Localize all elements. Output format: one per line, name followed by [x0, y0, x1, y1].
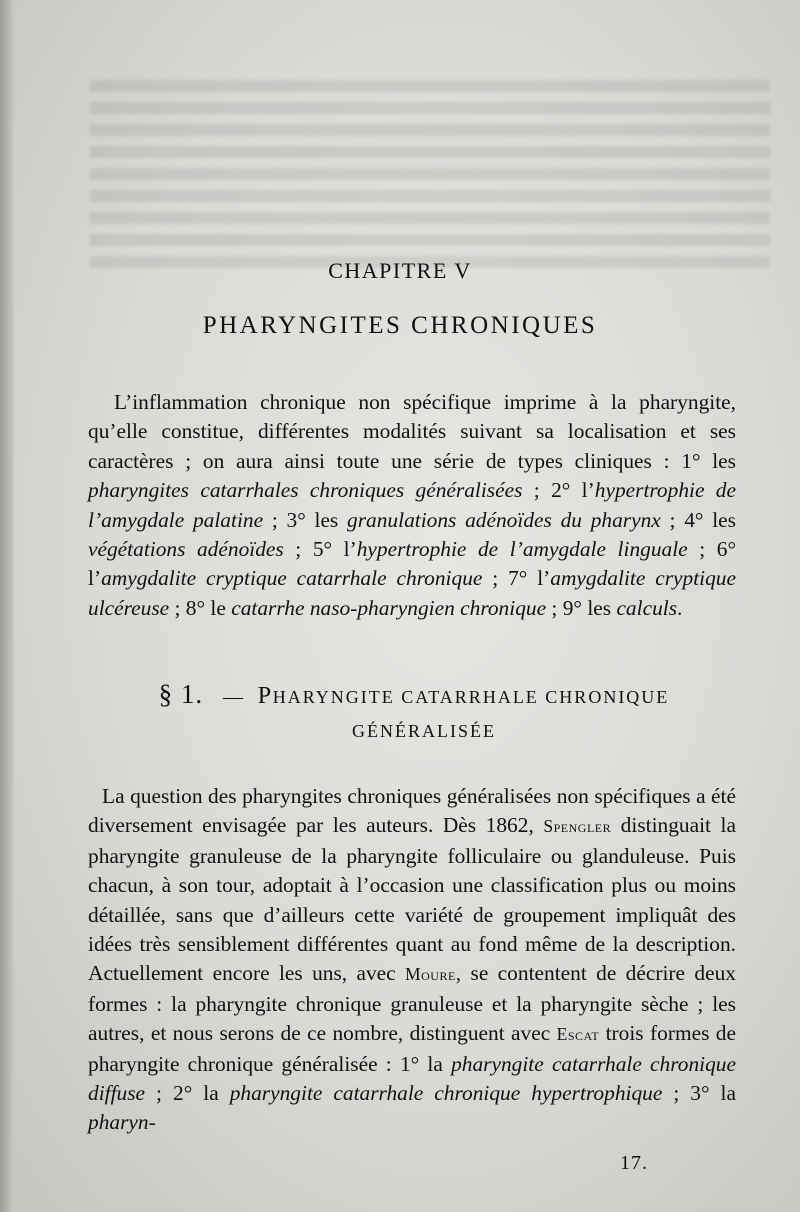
intro-emphasis: hypertrophie de l’amygdale linguale — [356, 537, 688, 562]
intro-text: ; 8° le — [169, 595, 232, 620]
intro-emphasis: pharyngites catarrhales chroniques généralisées — [88, 478, 523, 503]
chapter-title: PHARYNGITES CHRONIQUES — [202, 312, 598, 339]
body-text: distinguait la pharyngite granuleuse de la pharyngite folliculaire ou glanduleuse. Puis chacun, à son tour, adoptait à l’occasion une classification plus ou moins détaillée, sans que d’ailleurs cette variété de groupement impliquât des idées très sensiblement différentes quant au fond même de la description. Actuellement encore les uns, avec — [88, 813, 736, 986]
intro-text: ; 6° l’ — [88, 537, 737, 591]
section-title-initial: P — [257, 683, 273, 709]
author-name: Escat — [556, 1024, 600, 1045]
body-paragraph — [88, 782, 736, 1138]
intro-text: ; 2° l’ — [522, 478, 595, 503]
section-dash: — — [222, 686, 245, 708]
intro-text: ; 3° les — [263, 507, 348, 532]
intro-text: ; 7° l’ — [482, 566, 551, 591]
body-text: trois formes de pharyngite chronique généralisée : 1° la — [88, 1021, 736, 1076]
intro-text: . — [677, 595, 683, 620]
page-number: 17. — [620, 1152, 648, 1174]
body-text: ; 2° la — [145, 1081, 230, 1106]
intro-emphasis: hypertrophie de l’amygdale palatine — [88, 478, 736, 532]
intro-emphasis: amygdalite cryptique ulcéreuse — [88, 566, 736, 620]
intro-emphasis: catarrhe naso-pharyngien chronique — [231, 595, 547, 620]
intro-paragraph — [88, 388, 736, 623]
author-name: Moure — [405, 964, 456, 985]
body-emphasis: pharyngite catarrhale chronique hypertrophique — [229, 1081, 663, 1106]
intro-emphasis: végétations adénoïdes — [88, 537, 284, 562]
intro-emphasis: calculs — [616, 595, 678, 620]
intro-text: L’inflammation chronique non spécifique imprime à la pharyngite, qu’elle constitue, différentes modalités suivant sa localisation et ses caractères ; on aura ainsi toute une série de types cliniques : 1° les — [88, 390, 736, 473]
section-heading — [88, 680, 740, 745]
intro-text: ; 4° les — [660, 507, 736, 532]
body-text: La question des pharyngites chroniques généralisées non spécifiques a été diversement envisagée par les auteurs. Dès 1862, — [88, 784, 736, 838]
section-title-line2: GÉNÉRALISÉE — [352, 721, 496, 741]
body-emphasis: pharyngite catarrhale chronique diffuse — [88, 1051, 737, 1106]
intro-text: ; 9° les — [546, 595, 617, 620]
chapter-label: CHAPITRE V — [328, 258, 472, 283]
page-spine-shadow — [0, 0, 14, 1212]
body-text: ; 3° la — [662, 1081, 736, 1106]
show-through-bleed — [90, 70, 770, 400]
intro-text: ; 5° l’ — [283, 537, 357, 562]
author-name: Spengler — [543, 816, 612, 837]
intro-emphasis: granulations adénoïdes du pharynx — [347, 507, 661, 532]
body-emphasis: pharyn- — [88, 1110, 156, 1135]
section-number: § 1. — [158, 679, 204, 709]
body-text: , se contentent de décrire deux formes : la pharyngite chronique granuleuse et la pharyngite sèche ; les autres, et nous serons de ce nombre, distinguent avec — [88, 961, 736, 1046]
intro-emphasis: amygdalite cryptique catarrhale chronique — [101, 566, 483, 591]
section-title-rest: HARYNGITE CATARRHALE CHRONIQUE — [272, 687, 670, 707]
